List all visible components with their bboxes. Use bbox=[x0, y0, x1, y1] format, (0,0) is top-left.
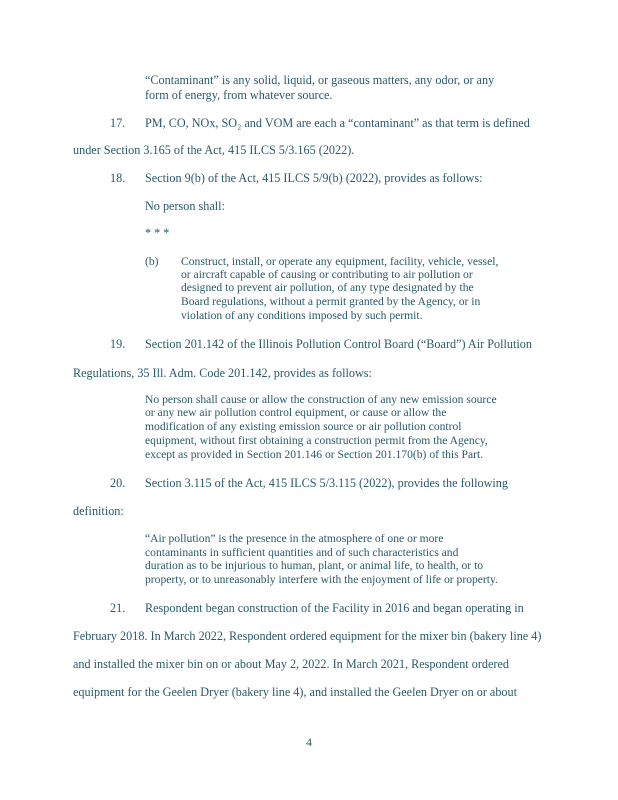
paragraph-text: PM, CO, NOx, SO₂ and VOM are each a “contaminant” as that term is defined bbox=[145, 116, 530, 130]
paragraph-text: Section 3.115 of the Act, 415 ILCS 5/3.115 (2022), provides the following bbox=[145, 476, 508, 490]
page-number: 4 bbox=[306, 735, 312, 749]
paragraph-text: equipment for the Geelen Dryer (bakery line 4), and installed the Geelen Dryer on or about bbox=[73, 685, 517, 699]
paragraph-number: 21. bbox=[110, 601, 126, 615]
quote-line: duration as to be injurious to human, plant, or animal life, to health, or to bbox=[145, 559, 484, 572]
paragraph-text: under Section 3.165 of the Act, 415 ILCS 5/3.165 (2022). bbox=[73, 143, 355, 157]
quote-line: or aircraft capable of causing or contributing to air pollution or bbox=[181, 268, 473, 281]
paragraph-text: Regulations, 35 Ill. Adm. Code 201.142, provides as follows: bbox=[73, 366, 372, 380]
quote-line: Board regulations, without a permit granted by the Agency, or in bbox=[181, 295, 481, 308]
quote-line: except as provided in Section 201.146 or Section 201.170(b) of this Part. bbox=[145, 448, 484, 461]
paragraph-number: 20. bbox=[110, 476, 126, 490]
paragraph-text: and installed the mixer bin on or about May 2, 2022. In March 2021, Respondent ordered bbox=[73, 657, 509, 671]
quote-line: “Air pollution” is the presence in the atmosphere of one or more bbox=[145, 532, 444, 545]
paragraph-text: Section 9(b) of the Act, 415 ILCS 5/9(b) (2022), provides as follows: bbox=[145, 171, 483, 185]
quote-line: designed to prevent air pollution, of any type designated by the bbox=[181, 281, 474, 294]
quote-line: violation of any conditions imposed by such permit. bbox=[181, 309, 423, 322]
quote-line: modification of any existing emission source or air pollution control bbox=[145, 420, 462, 433]
paragraph-number: 18. bbox=[110, 171, 126, 185]
quote-line: form of energy, from whatever source. bbox=[145, 88, 333, 102]
quote-line: No person shall: bbox=[145, 199, 225, 213]
paragraph-number: 19. bbox=[110, 337, 126, 351]
paragraph-text: definition: bbox=[73, 504, 124, 518]
quote-line: “Contaminant” is any solid, liquid, or gaseous matters, any odor, or any bbox=[145, 73, 495, 87]
ellipsis-stars: * * * bbox=[145, 226, 170, 240]
quote-line: property, or to unreasonably interfere with the enjoyment of life or property. bbox=[145, 573, 498, 586]
quote-line: Construct, install, or operate any equipment, facility, vehicle, vessel, bbox=[181, 255, 499, 268]
paragraph-text: Respondent began construction of the Facility in 2016 and began operating in bbox=[145, 601, 524, 615]
paragraph-text: February 2018. In March 2022, Respondent ordered equipment for the mixer bin (bakery line 4) bbox=[73, 629, 542, 643]
subsection-label: (b) bbox=[145, 255, 159, 268]
paragraph-number: 17. bbox=[110, 116, 126, 130]
quote-line: contaminants in sufficient quantities and of such characteristics and bbox=[145, 546, 459, 559]
paragraph-text: Section 201.142 of the Illinois Pollution Control Board (“Board”) Air Pollution bbox=[145, 337, 532, 351]
quote-line: No person shall cause or allow the construction of any new emission source bbox=[145, 393, 497, 406]
quote-line: or any new air pollution control equipment, or cause or allow the bbox=[145, 406, 447, 419]
quote-line: equipment, without first obtaining a construction permit from the Agency, bbox=[145, 434, 488, 447]
